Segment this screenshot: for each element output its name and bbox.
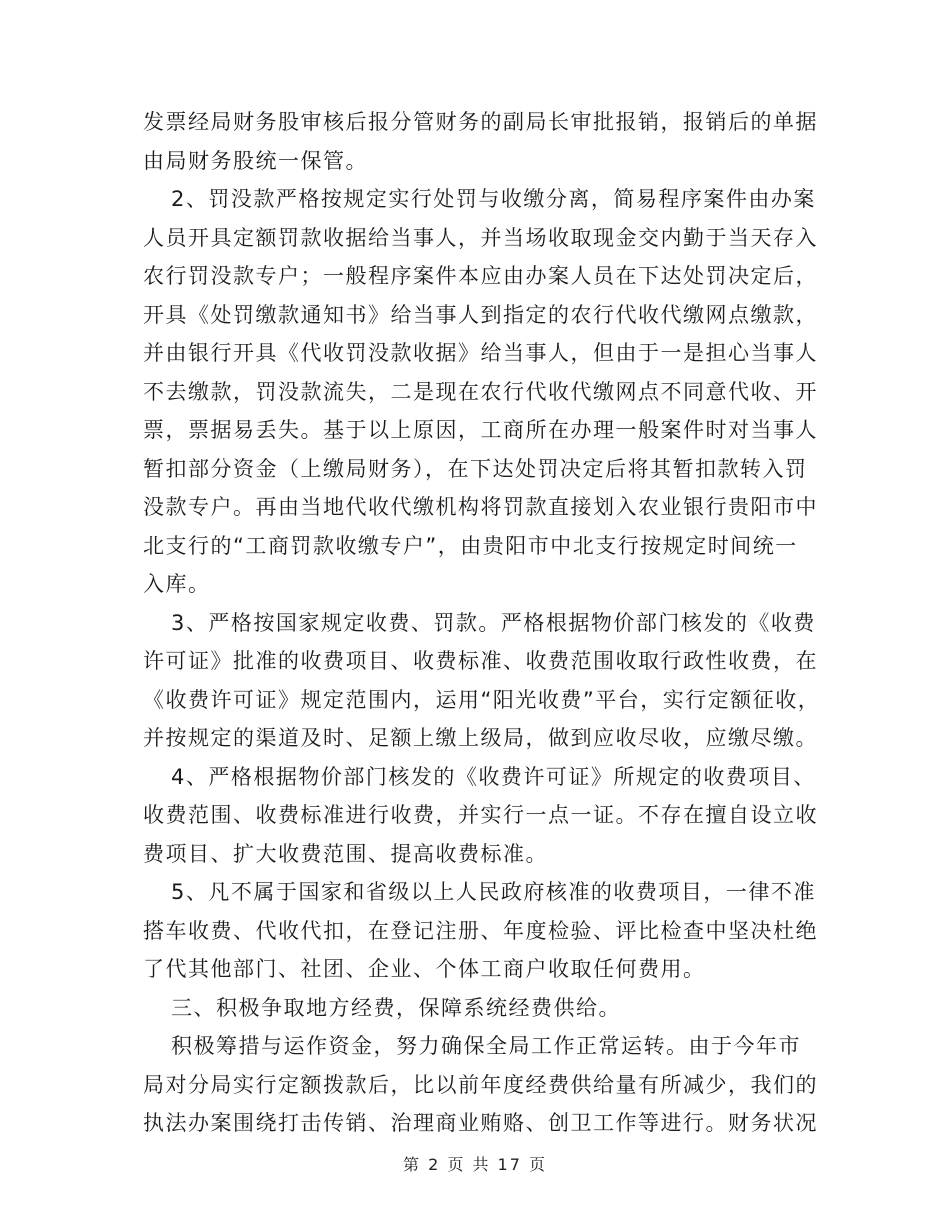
- section-heading: 三、积极争取地方经费，保障系统经费供给。: [171, 995, 621, 1020]
- text-line: 费项目、扩大收费范围、提高收费标准。: [143, 841, 548, 866]
- text-line: 发票经局财务股审核后报分管财务的副局长审批报销，报销后的单据: [143, 110, 818, 134]
- text-line: 暂扣部分资金（上缴局财务），在下达处罚决定后将其暂扣款转入罚: [143, 456, 808, 481]
- text-line: 并按规定的渠道及时、足额上缴上级局，做到应收尽收，应缴尽缴。: [143, 726, 818, 750]
- text-line: 搭车收费、代收代扣，在登记注册、年度检验、评比检查中坚决杜绝: [143, 918, 818, 943]
- text-line: 农行罚没款专户；一般程序案件本应由办案人员在下达处罚决定后，: [143, 264, 818, 288]
- document-body: [143, 103, 821, 1143]
- text-line: 票，票据易丢失。基于以上原因，工商所在办理一般案件时对当事人: [143, 418, 818, 442]
- text-line: 由局财务股统一保管。: [143, 148, 368, 173]
- text-line: 了代其他部门、社团、企业、个体工商户收取任何费用。: [143, 957, 706, 981]
- text-line: 执法办案围绕打击传销、治理商业贿赂、创卫工作等进行。财务状况: [143, 1111, 818, 1135]
- text-line: 许可证》批准的收费项目、收费标准、收费范围收取行政性收费，在: [143, 649, 818, 673]
- paragraph-start-line: 2、罚没款严格按规定实行处罚与收缴分离，简易程序案件由办案: [171, 187, 816, 211]
- text-line: 人员开具定额罚款收据给当事人，并当场收取现金交内勤于当天存入: [143, 225, 818, 250]
- text-line: 并由银行开具《代收罚没款收据》给当事人，但由于一是担心当事人: [143, 341, 818, 365]
- text-line: 开具《处罚缴款通知书》给当事人到指定的农行代收代缴网点缴款，: [143, 302, 818, 327]
- text-line: 局对分局实行定额拨款后，比以前年度经费供给量有所减少，我们的: [143, 1072, 818, 1097]
- paragraph-start-line: 5、凡不属于国家和省级以上人民政府核准的收费项目，一律不准: [171, 880, 816, 904]
- paragraph-start-line: 4、严格根据物价部门核发的《收费许可证》所规定的收费项目、: [171, 764, 816, 789]
- text-line: 入库。: [143, 572, 211, 596]
- page-number-footer: 第 2 页 共 17 页: [403, 1155, 547, 1174]
- text-line: 没款专户。再由当地代收代缴机构将罚款直接划入农业银行贵阳市中: [143, 495, 818, 519]
- paragraph-start-line: 积极筹措与运作资金，努力确保全局工作正常运转。由于今年市: [171, 1034, 801, 1058]
- text-line: 不去缴款，罚没款流失，二是现在农行代收代缴网点不同意代收、开: [143, 379, 818, 404]
- text-line: 收费范围、收费标准进行收费，并实行一点一证。不存在擅自设立收: [143, 803, 818, 827]
- text-line: 《收费许可证》规定范围内，运用“阳光收费”平台，实行定额征收，: [143, 687, 821, 712]
- text-line: 北支行的“工商罚款收缴专户”，由贵阳市中北支行按规定时间统一: [143, 533, 798, 558]
- paragraph-start-line: 3、严格按国家规定收费、罚款。严格根据物价部门核发的《收费: [171, 610, 816, 635]
